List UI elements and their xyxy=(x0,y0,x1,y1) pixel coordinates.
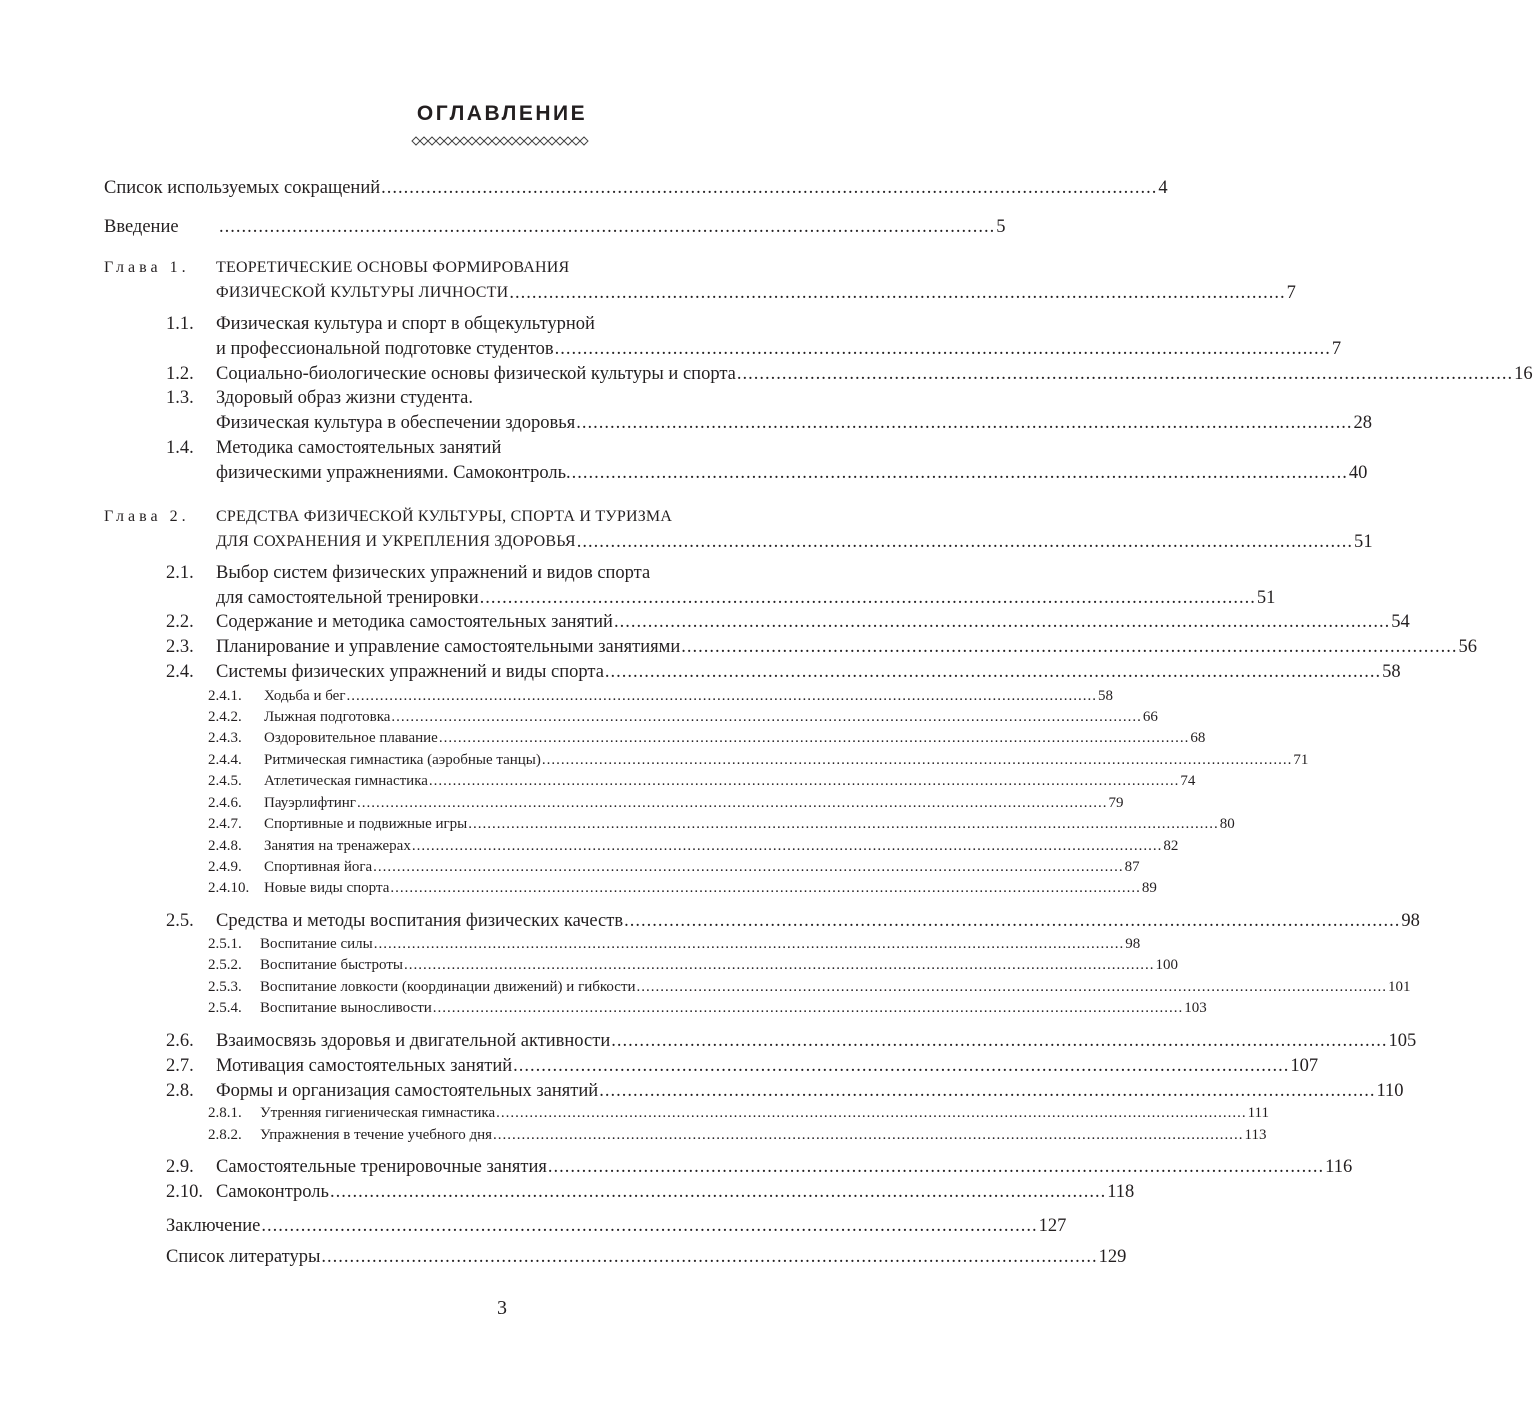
toc-entry-abbreviations[interactable] xyxy=(104,176,1168,200)
chapter-label: Глава 2. xyxy=(104,508,190,525)
toc-page-number: 7 xyxy=(1331,339,1342,359)
subsection-number: 2.4.7. xyxy=(208,816,242,832)
section-title: Планирование и управление самостоятельными занятиями xyxy=(216,637,681,657)
leader-dots: .............................................................................................................................................................. xyxy=(468,816,1219,832)
subsection-title: Оздоровительное плавание xyxy=(264,730,438,746)
leader-dots: .......................................................................................................................................... xyxy=(599,1081,1376,1101)
subsection-number: 2.4.3. xyxy=(208,730,242,746)
section-number: 2.9. xyxy=(166,1157,194,1177)
subsection-number: 2.8.2. xyxy=(208,1127,242,1143)
leader-dots: .............................................................................................................................................................. xyxy=(373,936,1125,952)
leader-dots: .......................................................................................................................................... xyxy=(261,1216,1038,1236)
subsection-title: Утренняя гигиеническая гимнастика xyxy=(260,1105,496,1121)
leader-dots: .............................................................................................................................................................. xyxy=(432,1000,1184,1016)
section-number: 1.1. xyxy=(166,314,194,334)
subsection-number: 2.5.2. xyxy=(208,957,242,973)
leader-dots: .............................................................................................................................................................. xyxy=(428,773,1180,789)
toc-page-number: 16 xyxy=(1514,364,1533,384)
chapter-title-line1: ТЕОРЕТИЧЕСКИЕ ОСНОВЫ ФОРМИРОВАНИЯ xyxy=(216,259,570,276)
toc-entry-text: Список литературы xyxy=(166,1247,321,1267)
toc-subsection-2-4-9[interactable] xyxy=(104,857,1140,878)
section-title: Системы физических упражнений и виды спорта xyxy=(216,662,604,682)
toc-page-number: 40 xyxy=(1348,463,1368,483)
toc-section-1-1-line1[interactable] xyxy=(104,312,900,336)
toc-page-number: 113 xyxy=(1244,1127,1267,1143)
leader-dots: .......................................................................................................................................... xyxy=(611,1031,1388,1051)
toc-section-2-4[interactable] xyxy=(104,660,1401,684)
section-number: 2.1. xyxy=(166,563,194,583)
leader-dots: .......................................................................................................................................... xyxy=(479,588,1256,608)
leader-dots: .......................................................................................................................................... xyxy=(509,283,1286,303)
toc-section-2-10[interactable] xyxy=(104,1180,1135,1204)
section-number: 1.4. xyxy=(166,438,194,458)
subsection-title: Атлетическая гимнастика xyxy=(264,773,428,789)
chapter-title-line2: ФИЗИЧЕСКОЙ КУЛЬТУРЫ ЛИЧНОСТИ xyxy=(216,284,509,301)
toc-page-number: 129 xyxy=(1098,1247,1127,1267)
toc-subsection-2-4-4[interactable] xyxy=(104,750,1309,771)
toc-page-number: 82 xyxy=(1163,838,1179,854)
leader-dots: .......................................................................................................................................... xyxy=(547,1157,1325,1177)
section-number: 2.3. xyxy=(166,637,194,657)
section-title: Самоконтроль xyxy=(216,1182,329,1202)
toc-page-number: 56 xyxy=(1458,637,1477,657)
subsection-number: 2.4.2. xyxy=(208,709,242,725)
toc-page-number: 7 xyxy=(1286,283,1297,303)
section-number: 1.2. xyxy=(166,364,194,384)
subsection-title: Новые виды спорта xyxy=(264,880,390,896)
leader-dots: .......................................................................................................................................... xyxy=(576,413,1353,433)
leader-dots: .......................................................................................................................................... xyxy=(571,463,1348,483)
toc-subsection-2-8-2[interactable] xyxy=(104,1125,1267,1146)
leader-dots: .......................................................................................................................................... xyxy=(604,662,1382,682)
subsection-title: Воспитание выносливости xyxy=(260,1000,432,1016)
toc-section-2-1-line2[interactable] xyxy=(104,586,1276,610)
toc-page-number: 51 xyxy=(1353,532,1373,552)
subsection-title: Спортивные и подвижные игры xyxy=(264,816,468,832)
leader-dots: .......................................................................................................................................... xyxy=(321,1247,1098,1267)
leader-dots: .............................................................................................................................................................. xyxy=(541,752,1293,768)
section-number: 2.2. xyxy=(166,612,194,632)
page-number: 3 xyxy=(497,1297,507,1319)
subsection-title: Пауэрлифтинг xyxy=(264,795,356,811)
toc-subsection-2-8-1[interactable] xyxy=(104,1103,1269,1124)
toc-page-number: 107 xyxy=(1290,1056,1319,1076)
toc-subsection-2-5-4[interactable] xyxy=(104,998,1207,1019)
section-title-line2: Физическая культура в обеспечении здоровья xyxy=(216,413,576,433)
subsection-title: Воспитание быстроты xyxy=(260,957,403,973)
toc-subsection-2-4-1[interactable] xyxy=(104,686,1113,707)
toc-section-1-4-line1[interactable] xyxy=(104,436,900,460)
toc-entry-text: Введение xyxy=(104,217,179,237)
section-number: 2.10. xyxy=(166,1182,203,1202)
subsection-title: Лыжная подготовка xyxy=(264,709,391,725)
toc-page-number: 110 xyxy=(1376,1081,1404,1101)
toc-subsection-2-4-6[interactable] xyxy=(104,793,1124,814)
section-number: 2.5. xyxy=(166,911,194,931)
chapter-title-line1: СРЕДСТВА ФИЗИЧЕСКОЙ КУЛЬТУРЫ, СПОРТА И ТУРИЗМА xyxy=(216,508,673,525)
toc-page-number: 100 xyxy=(1155,957,1178,973)
toc-subsection-2-4-10[interactable] xyxy=(104,878,1157,899)
leader-dots: .............................................................................................................................................................. xyxy=(390,880,1141,896)
leader-dots: .............................................................................................................................................................. xyxy=(373,859,1124,875)
toc-chapter-1-line2[interactable] xyxy=(104,281,1297,305)
toc-section-1-4-line2[interactable] xyxy=(104,461,1368,485)
subsection-title: Воспитание силы xyxy=(260,936,373,952)
toc-page-number: 89 xyxy=(1141,880,1157,896)
section-title: Социально-биологические основы физической культуры и спорта xyxy=(216,364,736,384)
section-number: 1.3. xyxy=(166,388,194,408)
subsection-number: 2.4.1. xyxy=(208,688,242,704)
section-title-line2: для самостоятельной тренировки xyxy=(216,588,479,608)
toc-section-1-2[interactable] xyxy=(104,362,1533,386)
subsection-number: 2.4.10. xyxy=(208,880,250,896)
subsection-title: Ходьба и бег xyxy=(264,688,346,704)
leader-dots: .............................................................................................................................................................. xyxy=(636,979,1388,995)
subsection-number: 2.4.6. xyxy=(208,795,242,811)
toc-page-number: 74 xyxy=(1180,773,1196,789)
toc-entry-text: Список используемых сокращений xyxy=(104,178,381,198)
toc-page-number: 66 xyxy=(1142,709,1158,725)
toc-section-2-1-line1[interactable] xyxy=(104,561,900,585)
section-title-line1: Физическая культура и спорт в общекультурной xyxy=(216,314,595,334)
toc-entry-conclusion[interactable] xyxy=(104,1214,1067,1238)
toc-page-number: 98 xyxy=(1401,911,1420,931)
toc-subsection-2-5-1[interactable] xyxy=(104,934,1141,955)
subsection-title: Спортивная йога xyxy=(264,859,373,875)
subsection-title: Занятия на тренажерах xyxy=(264,838,411,854)
subsection-number: 2.4.9. xyxy=(208,859,242,875)
toc-chapter-2-line1[interactable] xyxy=(104,505,900,529)
subsection-number: 2.4.8. xyxy=(208,838,242,854)
toc-subsection-2-4-7[interactable] xyxy=(104,814,1235,835)
toc-section-2-9[interactable] xyxy=(104,1155,1353,1179)
toc-page-number: 58 xyxy=(1098,688,1113,704)
leader-dots: .......................................................................................................................................... xyxy=(554,339,1331,359)
toc-section-2-2[interactable] xyxy=(104,610,1410,634)
toc-entry-references[interactable] xyxy=(104,1245,1127,1269)
section-number: 2.7. xyxy=(166,1056,194,1076)
toc-subsection-2-4-5[interactable] xyxy=(104,771,1196,792)
leader-dots: .......................................................................................................................................... xyxy=(624,911,1401,931)
section-title: Взаимосвязь здоровья и двигательной активности xyxy=(216,1031,611,1051)
toc-page-number: 116 xyxy=(1325,1157,1353,1177)
toc-page-number: 5 xyxy=(996,217,1006,237)
leader-dots: .......................................................................................................................................... xyxy=(513,1056,1290,1076)
leader-dots: .............................................................................................................................................................. xyxy=(496,1105,1247,1121)
subsection-number: 2.5.1. xyxy=(208,936,242,952)
subsection-number: 2.5.4. xyxy=(208,1000,242,1016)
subsection-title: Воспитание ловкости (координации движений) и гибкости xyxy=(260,979,636,995)
section-number: 2.6. xyxy=(166,1031,194,1051)
toc-section-2-3[interactable] xyxy=(104,635,1477,659)
section-title: Формы и организация самостоятельных занятий xyxy=(216,1081,599,1101)
section-title-line2: физическими упражнениями. Самоконтроль. xyxy=(216,463,571,483)
section-number: 2.4. xyxy=(166,662,194,682)
toc-page-number: 80 xyxy=(1219,816,1235,832)
page-title: ОГЛАВЛЕНИЕ xyxy=(416,102,588,125)
leader-dots: .......................................................................................................................................... xyxy=(613,612,1391,632)
leader-dots: .......................................................................................................................................... xyxy=(736,364,1514,384)
section-title: Средства и методы воспитания физических качеств xyxy=(216,911,624,931)
toc-chapter-2-line2[interactable] xyxy=(104,530,1373,554)
leader-dots: .......................................................................................................................................... xyxy=(219,217,996,237)
leader-dots: .............................................................................................................................................................. xyxy=(356,795,1108,811)
leader-dots: .......................................................................................................................................... xyxy=(381,178,1158,198)
subsection-number: 2.8.1. xyxy=(208,1105,242,1121)
chapter-label: Глава 1. xyxy=(104,259,190,276)
toc-section-2-7[interactable] xyxy=(104,1054,1319,1078)
leader-dots: .............................................................................................................................................................. xyxy=(493,1127,1244,1143)
toc-page-number: 103 xyxy=(1184,1000,1207,1016)
subsection-title: Ритмическая гимнастика (аэробные танцы) xyxy=(264,752,541,768)
subsection-title: Упражнения в течение учебного дня xyxy=(260,1127,493,1143)
leader-dots: .......................................................................................................................................... xyxy=(681,637,1458,657)
section-number: 2.8. xyxy=(166,1081,194,1101)
toc-section-2-8[interactable] xyxy=(104,1079,1404,1103)
toc-entry-text: Заключение xyxy=(166,1216,261,1236)
toc-subsection-2-4-2[interactable] xyxy=(104,707,1158,728)
chapter-title-line2: ДЛЯ СОХРАНЕНИЯ И УКРЕПЛЕНИЯ ЗДОРОВЬЯ xyxy=(216,533,576,550)
subsection-number: 2.5.3. xyxy=(208,979,242,995)
leader-dots: .............................................................................................................................................................. xyxy=(346,688,1097,704)
subsection-number: 2.4.5. xyxy=(208,773,242,789)
section-title-line1: Выбор систем физических упражнений и видов спорта xyxy=(216,563,651,583)
toc-page-number: 87 xyxy=(1124,859,1140,875)
toc-page-number: 98 xyxy=(1125,936,1141,952)
toc-page-number: 28 xyxy=(1353,413,1372,433)
toc-page-number: 54 xyxy=(1391,612,1410,632)
section-title-line1: Здоровый образ жизни студента. xyxy=(216,388,473,408)
leader-dots: .............................................................................................................................................................. xyxy=(391,709,1142,725)
leader-dots: .......................................................................................................................................... xyxy=(576,532,1353,552)
toc-page-number: 51 xyxy=(1256,588,1276,608)
toc-subsection-2-4-3[interactable] xyxy=(104,728,1206,749)
toc-section-1-1-line2[interactable] xyxy=(104,337,1342,361)
toc-page-number: 111 xyxy=(1247,1105,1269,1121)
toc-page-number: 4 xyxy=(1158,178,1168,198)
leader-dots: .............................................................................................................................................................. xyxy=(404,957,1155,973)
toc-section-1-3-line2[interactable] xyxy=(104,411,1372,435)
toc-page-number: 79 xyxy=(1108,795,1124,811)
section-title-line2: и профессиональной подготовке студентов xyxy=(216,339,554,359)
toc-page-number: 127 xyxy=(1038,1216,1067,1236)
toc-chapter-1-line1[interactable] xyxy=(104,256,900,280)
section-title: Мотивация самостоятельных занятий xyxy=(216,1056,513,1076)
leader-dots: .............................................................................................................................................................. xyxy=(438,730,1190,746)
toc-section-1-3-line1[interactable] xyxy=(104,386,900,410)
section-title: Самостоятельные тренировочные занятия xyxy=(216,1157,547,1177)
leader-dots: .............................................................................................................................................................. xyxy=(411,838,1163,854)
toc-subsection-2-5-2[interactable] xyxy=(104,955,1178,976)
leader-dots: .......................................................................................................................................... xyxy=(329,1182,1107,1202)
section-title: Содержание и методика самостоятельных занятий xyxy=(216,612,613,632)
toc-subsection-2-5-3[interactable] xyxy=(104,977,1411,998)
toc-page-number: 118 xyxy=(1107,1182,1135,1202)
toc-page-number: 68 xyxy=(1190,730,1206,746)
toc-page-number: 71 xyxy=(1293,752,1309,768)
toc-section-2-6[interactable] xyxy=(104,1029,1417,1053)
toc-subsection-2-4-8[interactable] xyxy=(104,836,1179,857)
toc-page-number: 101 xyxy=(1388,979,1411,995)
section-title-line1: Методика самостоятельных занятий xyxy=(216,438,502,458)
toc-section-2-5[interactable] xyxy=(104,909,1420,933)
subsection-number: 2.4.4. xyxy=(208,752,242,768)
toc-entry-introduction[interactable] xyxy=(104,215,1006,239)
toc-page-number: 105 xyxy=(1388,1031,1417,1051)
toc-page-number: 58 xyxy=(1382,662,1401,682)
